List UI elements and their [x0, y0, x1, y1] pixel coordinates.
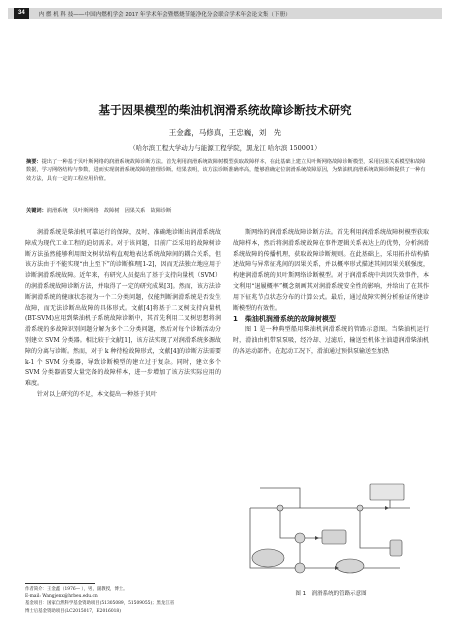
oil-filter — [390, 540, 402, 556]
body-paragraph: 斯网络的润滑系统故障诊断方法。首先利用润滑系统故障树模型获取故障样本，然后将润滑系统故障在事件逻辑关系表达上的优势，分析润滑系统故障的传播机理，获取故障诊断规则。在此基础上，采用拓扑结构描述故障与异常征兆间的因果关系，并以概率形式描述其间因果关联强度，构建润滑系统的贝叶斯网络诊断模型。对于润滑系统中共因失效事件，本文利用“退履概率”概念刻画其对润滑系统安全性的影响，并给出了在其作用下征兆节点状态分布的计算公式。最后，通过故障实例分析验证所建诊断模型的有效性。 — [233, 229, 429, 312]
paper-title: 基于因果模型的柴油机润滑系统故障诊断技术研究 — [98, 103, 352, 117]
running-header — [8, 8, 442, 19]
engine-block — [370, 484, 404, 500]
body-paragraph: 图 1 是一种典型船用柴油机润滑系统的管路示意图。当柴油机运行时，滑油由机带泵泵吸，经冷却、过滤后，输送至机体主油道润滑柴油机的各运动部件。在起动工况下，滑油通过预供泵输送至加热 — [233, 326, 429, 355]
oil-cooler — [322, 530, 346, 544]
lubrication-system-diagram — [240, 478, 426, 582]
oil-tank — [252, 549, 284, 567]
abstract-label: 摘要： — [26, 159, 42, 165]
footnote-line: 博士后基金资助项目(LC2015017，E2016018) — [25, 608, 121, 614]
keywords-label: 关键词： — [26, 208, 47, 214]
pump-icon — [295, 563, 305, 573]
valve-icon — [357, 505, 363, 511]
keywords — [26, 207, 426, 215]
abstract — [26, 158, 426, 183]
footnote-line: 作者简介：王金鑫（1976— ），男，副教授，博士。 — [25, 587, 128, 592]
footnote-line: 基金项目：国家自然科学基金资助项目(51305089，51509055)；黑龙江省 — [25, 601, 175, 607]
body-paragraph: 润滑系统是柴油机可靠运行的保障，及时、准确地诊断出润滑系统故障成为现代工业工程的迫切需求。对于该问题，目前广泛采用的故障树诊断方法虽然能够利用图文树状结构直观地表达系统故障间的耦合关系，但该方法由于不能实现“由上至下”的诊断推理[1-2]，因而无法独立地应用于诊断润滑系统故障。近年来，有研究人员提出了基于支持向量机（SVM）的润滑系统故障诊断方法，并取得了一定的研究成果[3]。然而，该方法诊断润滑系统的健康状态视为一个二分类问题，仅能判断润滑系统是否发生故障，而无法诊断出故障的具体形式。文献[4]将基于二叉树支持向量机(BT-SVM)应用到柴油机子系统故障诊断中，其首先利用二叉树思想将润滑系统的多故障识别问题分解为多个二分类问题，然后对每个诊断活动分别建立 SVM 分类器。相比较于文献[1]，该方法实现了对润滑系统多源故障的分离与诊断。然而，对于 k 种待检故障形式，文献[4]的诊断方法需要 k-1 个 SVM 分类器，导致诊断模型的建立过于复杂。同时，建立多个 SVM 分类器需要大量完备的故障样本，进一步增加了该方法实际应用的难度。 — [25, 229, 221, 388]
page-number: 34 — [14, 8, 29, 19]
abstract-text: 提出了一种基于贝叶斯网络的润滑系统故障诊断方法。首先利用润滑系统故障树模型获取故障样本，在此基础上建立贝叶斯网络故障诊断模型，采用因果关系模型和故障数据，学习网络结构与参数，进而实现润滑系统故障的推理诊断。结果表明，该方法诊断准确率高，能够准确定位润滑系统故障原因，为柴油机润滑系统故障诊断提供了一种有效方法，具有一定的工程应用价值。 — [26, 159, 426, 182]
heater — [336, 559, 364, 573]
pump-icon — [295, 533, 305, 543]
author-list: 王金鑫，马修真，王忠巍，刘 先 — [168, 128, 282, 137]
body-paragraph: 针对以上研究的不足，本文提出一种基于贝叶 — [37, 390, 158, 398]
right-column — [233, 228, 429, 358]
valve-icon — [277, 505, 283, 511]
running-head-text: 内 燃 机 科 技——中国内燃机学会 2017 年学术年会暨燃烧节能净化分会联合学术年会论文集（下册） — [38, 11, 291, 18]
left-column — [25, 228, 221, 401]
affiliation: （哈尔滨工程大学动力与能源工程学院，黑龙江 哈尔滨 150001） — [129, 144, 321, 152]
footnote-divider — [25, 583, 95, 584]
keywords-text: 润滑系统 贝叶斯网络 故障树 因果关系 故障诊断 — [46, 208, 172, 214]
figure-caption: 图 1 润滑系统的管路示意图 — [295, 591, 367, 597]
footnote — [25, 586, 221, 615]
section-heading: 1 柴油机润滑系统的故障树模型 — [233, 315, 336, 324]
footnote-line: E-mail: Wangjenx@hrbeu.edu.cn — [25, 594, 98, 600]
